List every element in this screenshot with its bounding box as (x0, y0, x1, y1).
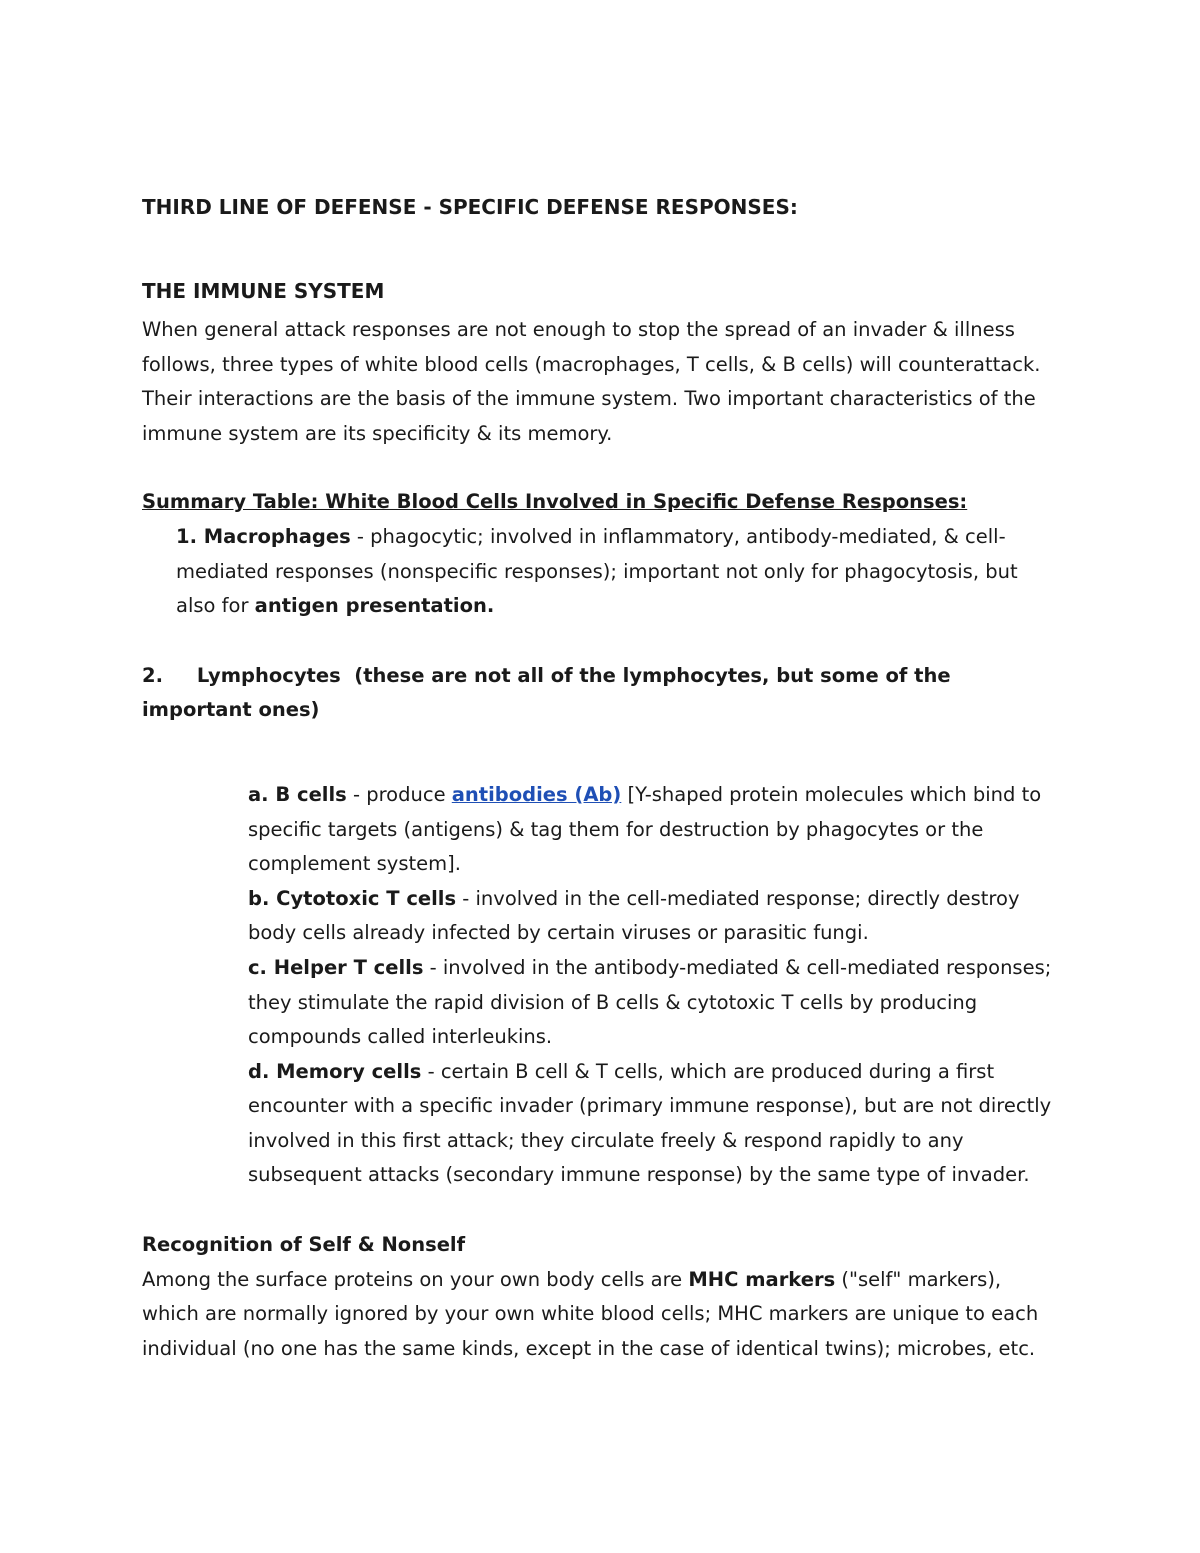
cytotoxic-label: b. Cytotoxic T cells (248, 886, 457, 910)
macrophages-label: 1. Macrophages (176, 524, 351, 548)
b-cells-pre: - produce (346, 782, 452, 806)
recognition-paragraph (142, 1263, 1062, 1367)
b-cells-post: [Y-shaped protein molecules which bind to specific targets (antigens) & tag them for destruction by phagocytes or the complement system]. (248, 782, 1042, 876)
recognition-title: Recognition of Self & Nonself (142, 1233, 466, 1257)
intro-paragraph: When general attack responses are not enough to stop the spread of an invader & illness follows, three types of white blood cells (macrophages, T cells, & B cells) will counterattack. Their interactions are the basis of the immune system. Two important characteristics of the immune system are its specificity & its memory. (142, 318, 1041, 445)
antigen-presentation-text: antigen presentation. (254, 594, 495, 618)
helper-text: - involved in the antibody-mediated & cell-mediated responses; they stimulate the rapid division of B cells & cytotoxic T cells by producing compounds called interleukins. (248, 955, 1052, 1049)
macrophages-text: - phagocytic; involved in inflammatory, antibody-mediated, & cell-mediated responses (nonspecific responses); important not only for phagocytosis, but also for (176, 524, 1018, 618)
lymphocyte-sublist (248, 778, 1062, 1193)
antibodies-link[interactable]: antibodies (Ab) (451, 782, 622, 806)
document-page (142, 190, 1062, 1366)
summary-table-title: Summary Table: White Blood Cells Involved in Specific Defense Responses: (142, 490, 968, 514)
list-item-lymphocytes: 2. Lymphocytes (these are not all of the lymphocytes, but some of the important ones) (142, 663, 958, 722)
cytotoxic-text: - involved in the cell-mediated response; directly destroy body cells already infected by certain viruses or parasitic fungi. (248, 886, 1020, 945)
sublist-item-b-cells (248, 778, 1062, 882)
memory-text: - certain B cell & T cells, which are produced during a first encounter with a specific invader (primary immune response), but are not directly involved in this first attack; they circulate freely & respond rapidly to any subsequent attacks (secondary immune response) by the same type of invader. (248, 1059, 1052, 1187)
recognition-pre: Among the surface proteins on your own body cells are (142, 1267, 689, 1291)
helper-label: c. Helper T cells (248, 955, 424, 979)
sublist-item-memory-cells (248, 1055, 1062, 1193)
recognition-post: ("self" markers), which are normally ignored by your own white blood cells; MHC markers are unique to each individual (no one has the same kinds, except in the case of identical twins); microbes, etc. (142, 1267, 1039, 1360)
b-cells-label: a. B cells (248, 782, 347, 806)
document-title: THIRD LINE OF DEFENSE - SPECIFIC DEFENSE RESPONSES: (142, 195, 798, 219)
section-heading-immune-system: THE IMMUNE SYSTEM (142, 279, 385, 303)
sublist-item-helper-t-cells (248, 951, 1062, 1055)
mhc-markers-text: MHC markers (688, 1267, 836, 1291)
sublist-item-cytotoxic-t-cells (248, 882, 1062, 951)
memory-label: d. Memory cells (248, 1059, 422, 1083)
list-item-macrophages (176, 520, 1062, 624)
recognition-section (142, 1228, 1062, 1366)
